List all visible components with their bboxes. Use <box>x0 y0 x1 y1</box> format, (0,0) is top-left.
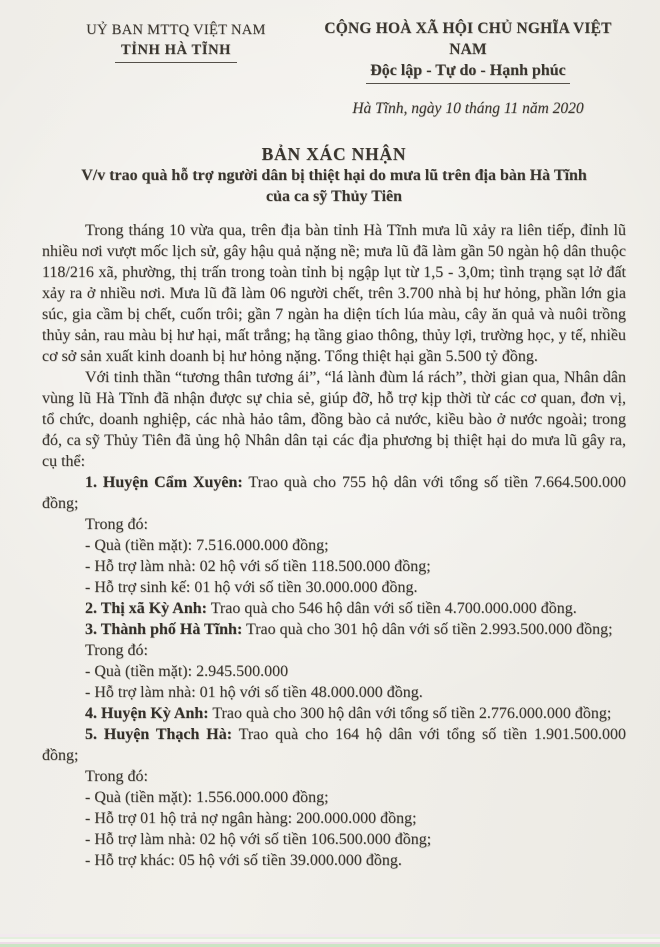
district-summary: Trao quà cho 300 hộ dân với tổng số tiền 2.776.000.000 đồng; <box>212 705 612 722</box>
detail-line: - Hỗ trợ 01 hộ trả nợ ngân hàng: 200.000.000 đồng; <box>85 810 417 827</box>
district-item-line <box>42 619 626 640</box>
breakdown-heading: Trong đó: <box>85 642 148 659</box>
district-label: 2. Thị xã Kỳ Anh: <box>85 600 207 617</box>
document-body <box>42 220 626 871</box>
breakdown-heading: Trong đó: <box>85 768 148 785</box>
title-block <box>42 143 626 207</box>
district-item-line <box>42 598 626 619</box>
detail-line: - Hỗ trợ làm nhà: 02 hộ với số tiền 118.500.000 đồng; <box>85 558 431 575</box>
breakdown-list <box>42 535 626 598</box>
detail-line: - Quà (tiền mặt): 2.945.500.000 <box>85 663 289 680</box>
district-section <box>42 598 626 619</box>
national-title: CỘNG HOÀ XÃ HỘI CHỦ NGHĨA VIỆT NAM <box>324 20 612 58</box>
district-section <box>42 724 626 871</box>
national-header-block <box>310 14 626 119</box>
district-item-line <box>42 724 626 766</box>
district-summary: Trao quà cho 546 hộ dân với số tiền 4.700.000.000 đồng. <box>210 600 577 617</box>
document-subtitle-line2: của ca sỹ Thủy Tiên <box>265 188 403 205</box>
district-section <box>42 472 626 598</box>
breakdown-heading: Trong đó: <box>85 516 148 533</box>
district-item-line <box>42 703 626 724</box>
document-subtitle-line1: V/v trao quà hỗ trợ người dân bị thiệt hại do mưa lũ trên địa bàn Hà Tĩnh <box>81 167 587 184</box>
district-summary: Trao quà cho 301 hộ dân với số tiền 2.993.500.000 đồng; <box>246 621 613 638</box>
district-item-line <box>42 472 626 514</box>
detail-line: - Quà (tiền mặt): 7.516.000.000 đồng; <box>85 537 329 554</box>
detail-line: - Hỗ trợ làm nhà: 01 hộ với số tiền 48.000.000 đồng. <box>85 684 423 701</box>
scan-edge-artifact <box>0 934 660 947</box>
district-section <box>42 703 626 724</box>
district-label: 4. Huyện Kỳ Anh: <box>85 705 209 722</box>
detail-line: - Hỗ trợ sinh kế: 01 hộ với số tiền 30.000.000 đồng. <box>85 579 418 596</box>
detail-line: - Quà (tiền mặt): 1.556.000.000 đồng; <box>85 789 329 806</box>
district-section <box>42 619 626 703</box>
detail-line: - Hỗ trợ làm nhà: 02 hộ với số tiền 106.500.000 đồng; <box>85 831 432 848</box>
org-name: UỶ BAN MTTQ VIỆT NAM <box>86 22 266 38</box>
district-label: 3. Thành phố Hà Tĩnh: <box>85 621 243 638</box>
document-header <box>42 14 626 119</box>
org-province: TỈNH HÀ TĨNH <box>115 40 237 63</box>
district-summary: Trao quà cho 164 hộ dân với tổng số tiền 1.901.500.000 đồng; <box>42 726 626 764</box>
detail-line: - Hỗ trợ khác: 05 hộ với số tiền 39.000.000 đồng. <box>85 852 402 869</box>
breakdown-list <box>42 661 626 703</box>
intro-paragraph: Trong tháng 10 vừa qua, trên địa bàn tỉnh Hà Tĩnh mưa lũ xảy ra liên tiếp, đỉnh lũ nhiều nơi vượt mốc lịch sử, gây hậu quả nặng nề; mưa lũ đã làm gần 50 ngàn hộ dân thuộc 118/216 xã, phường, thị trấn trong toàn tỉnh bị ngập lụt từ 1,5 - 3,0m; tình trạng sạt lở đất xảy ra ở nhiều nơi. Mưa lũ đã làm 06 người chết, trên 3.700 nhà bị hư hỏng, phần lớn gia súc, gia cầm bị chết, cuốn trôi; gần 7 ngàn ha diện tích lúa màu, cây ăn quả và nuôi trồng thủy sản, rau màu bị hư hại, mất trắng; hạ tầng giao thông, thủy lợi, trường học, y tế, nhiều cơ sở sản xuất kinh doanh bị hư hỏng nặng. Tổng thiệt hại gần 5.500 tỷ đồng. <box>42 222 626 365</box>
breakdown-list <box>42 787 626 871</box>
issuing-org-block <box>42 14 310 63</box>
place-date-line: Hà Tĩnh, ngày 10 tháng 11 năm 2020 <box>352 100 584 117</box>
support-paragraph: Với tinh thần “tương thân tương ái”, “lá lành đùm lá rách”, thời gian qua, Nhân dân vùng lũ Hà Tĩnh đã nhận được sự chia sẻ, giúp đỡ, hỗ trợ kịp thời từ các cơ quan, đơn vị, tổ chức, doanh nghiệp, các nhà hảo tâm, đồng bào cả nước, kiều bào ở nước ngoài; trong đó, ca sỹ Thủy Tiên đã ủng hộ Nhân dân tại các địa phương bị thiệt hại do mưa lũ gây ra, cụ thể: <box>42 369 626 470</box>
district-label: 1. Huyện Cẩm Xuyên: <box>85 474 243 491</box>
document-title: BẢN XÁC NHẬN <box>261 144 407 164</box>
national-motto: Độc lập - Tự do - Hạnh phúc <box>366 60 570 84</box>
district-summary: Trao quà cho 755 hộ dân với tổng số tiền 7.664.500.000 đồng; <box>42 474 626 512</box>
sections <box>42 472 626 871</box>
district-label: 5. Huyện Thạch Hà: <box>85 726 233 743</box>
